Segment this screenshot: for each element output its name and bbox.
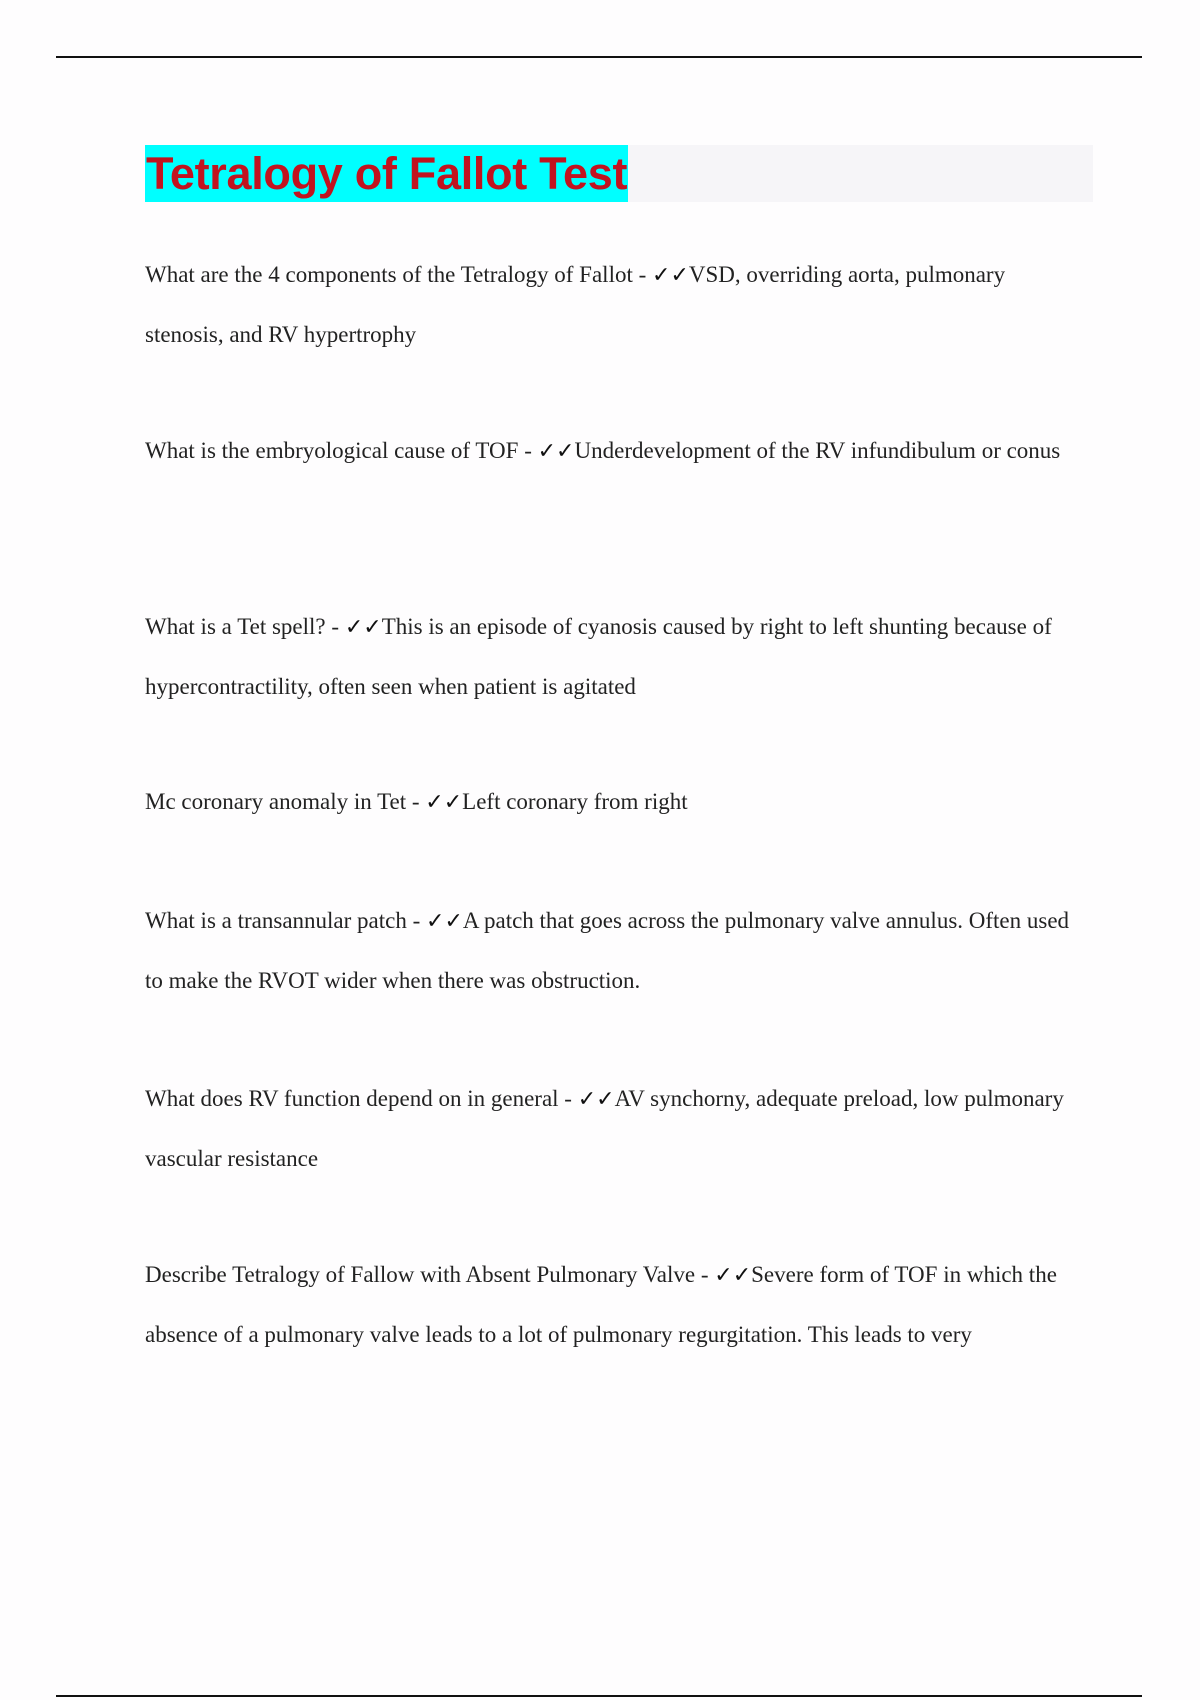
question: What is the embryological cause of TOF	[145, 438, 519, 463]
question: Describe Tetralogy of Fallow with Absent Pulmonary Valve	[145, 1262, 696, 1287]
check-icon: ✓✓	[426, 909, 463, 934]
footer-rule	[56, 1695, 1142, 1697]
question: What are the 4 components of the Tetralogy of Fallot	[145, 262, 633, 287]
separator: -	[406, 908, 427, 933]
separator: -	[632, 262, 653, 287]
check-icon: ✓✓	[577, 1087, 615, 1112]
check-icon: ✓✓	[344, 615, 382, 640]
answer: A patch that goes across the pulmonary valve annulus. Often used to make the RVOT wider when there was obstruction.	[145, 908, 1070, 993]
header-rule	[56, 56, 1142, 58]
qa-item-7	[145, 1245, 1085, 1364]
question: What is a transannular patch	[145, 908, 407, 933]
separator: -	[558, 1086, 578, 1111]
document-title: Tetralogy of Fallot Test	[145, 145, 628, 202]
separator: -	[695, 1262, 715, 1287]
separator: -	[518, 438, 538, 463]
question: Mc coronary anomaly in Tet	[145, 789, 407, 814]
qa-item-4	[145, 772, 1085, 832]
qa-item-6	[145, 1069, 1085, 1188]
question: What does RV function depend on in general	[145, 1086, 559, 1111]
qa-item-2	[145, 421, 1085, 481]
answer: Left coronary from right	[462, 789, 688, 814]
separator: -	[406, 789, 426, 814]
answer: Underdevelopment of the RV infundibulum or conus	[574, 438, 1061, 463]
qa-item-3	[145, 597, 1085, 716]
answer: Severe form of TOF in which the absence of a pulmonary valve leads to a lot of pulmonary regurgitation. This leads to very	[145, 1262, 1057, 1347]
answer: This is an episode of cyanosis caused by right to left shunting because of hypercontractility, often seen when patient is agitated	[145, 614, 1052, 699]
separator: -	[325, 614, 345, 639]
check-icon: ✓✓	[652, 263, 689, 288]
check-icon: ✓✓	[425, 790, 463, 815]
qa-item-5	[145, 891, 1085, 1010]
check-icon: ✓✓	[537, 439, 575, 464]
answer: VSD, overriding aorta, pulmonary stenosis, and RV hypertrophy	[145, 262, 1006, 347]
answer: AV synchorny, adequate preload, low pulmonary vascular resistance	[145, 1086, 1064, 1171]
check-icon: ✓✓	[714, 1263, 752, 1288]
qa-item-1	[145, 245, 1085, 364]
question: What is a Tet spell?	[145, 614, 326, 639]
